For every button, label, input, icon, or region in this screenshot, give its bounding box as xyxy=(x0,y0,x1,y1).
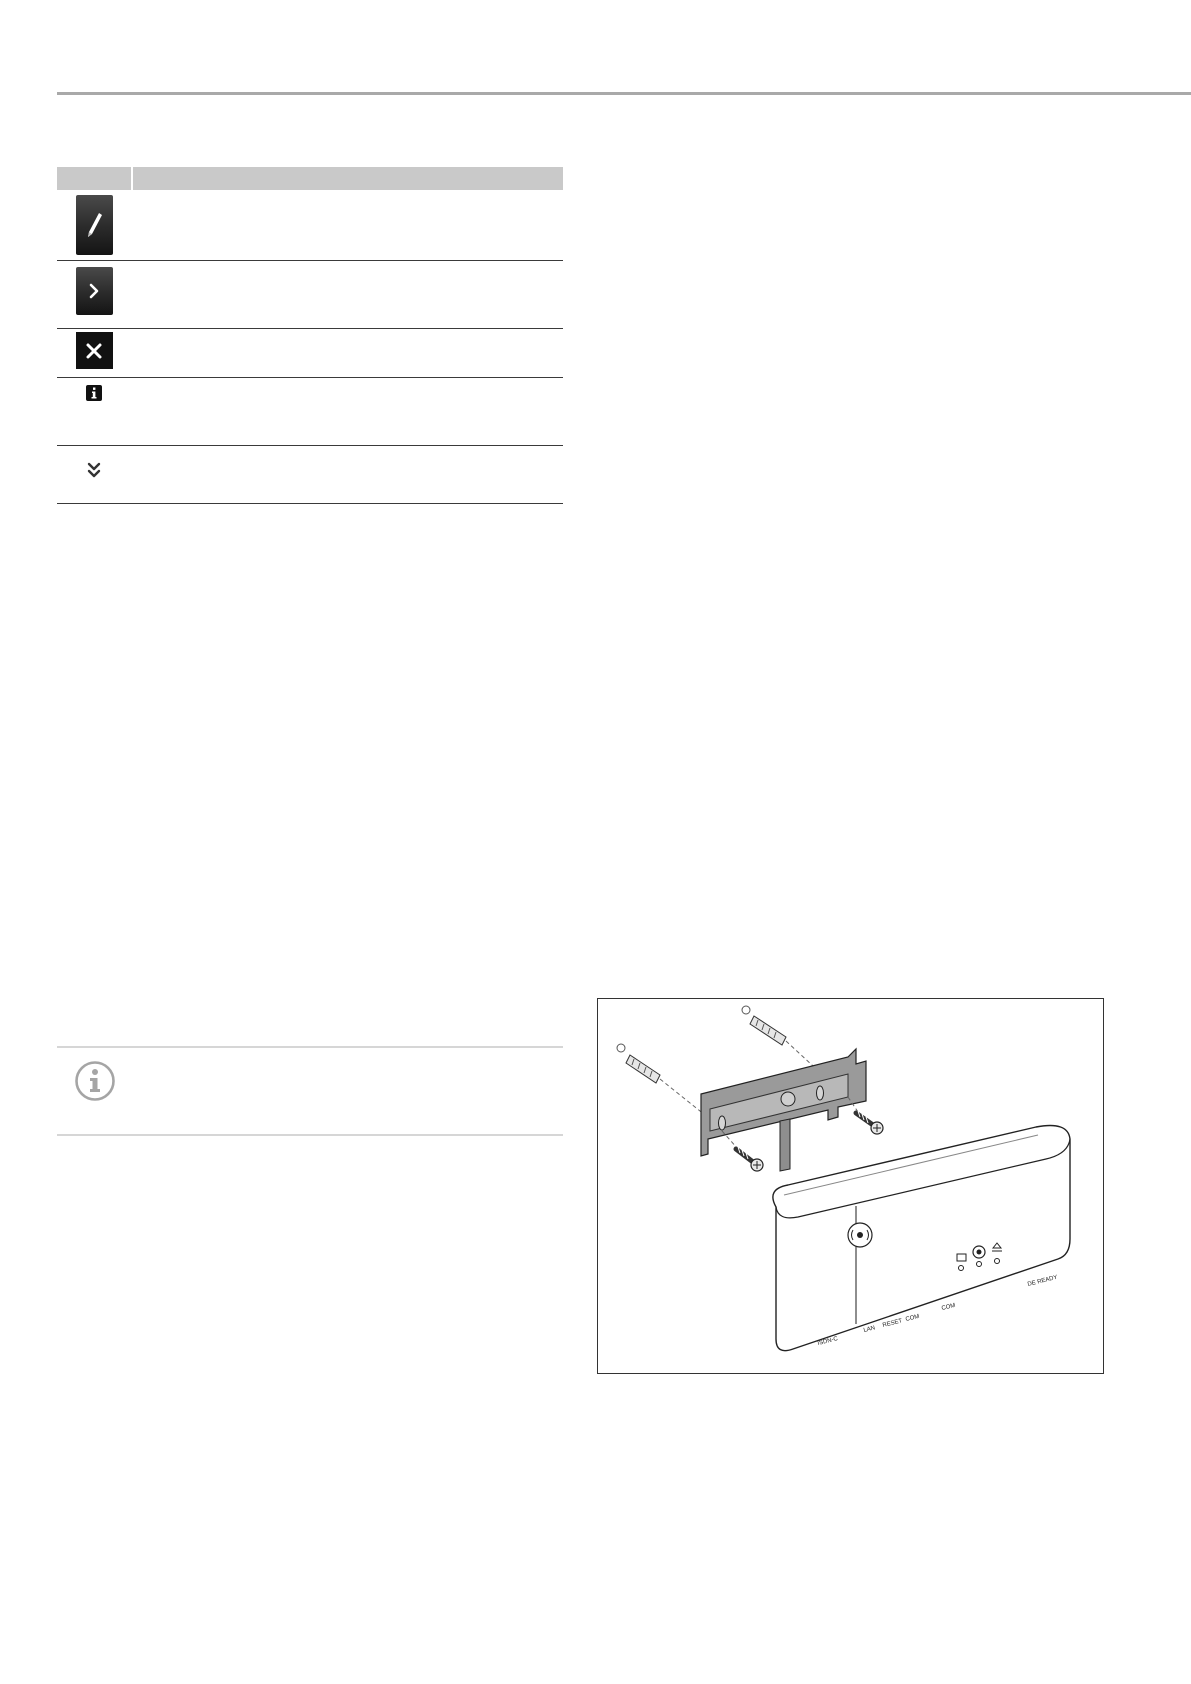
chevron-right-icon xyxy=(76,267,113,315)
wall-plug xyxy=(617,1044,710,1119)
top-rule xyxy=(57,92,1191,95)
port-label: COM xyxy=(905,1313,921,1323)
table-row xyxy=(57,378,563,446)
info-note xyxy=(57,1046,563,1136)
table-header xyxy=(57,167,563,190)
port-label: COM xyxy=(941,1302,957,1312)
port-label: ISDN-C xyxy=(817,1336,839,1347)
table-row xyxy=(57,329,563,378)
info-square-icon xyxy=(86,385,102,401)
mounting-bracket xyxy=(701,1049,866,1171)
header-description-column xyxy=(133,167,563,190)
close-x-icon xyxy=(76,332,113,369)
pencil-edit-icon xyxy=(76,195,113,255)
table-row xyxy=(57,261,563,329)
header-icon-column xyxy=(57,167,131,190)
icon-legend-table xyxy=(57,167,563,504)
router-device xyxy=(773,1126,1070,1351)
port-label: LAN xyxy=(863,1325,876,1334)
row-description xyxy=(131,190,563,196)
row-description xyxy=(131,378,563,384)
row-description xyxy=(131,261,563,267)
screw xyxy=(856,1111,883,1134)
row-description xyxy=(131,446,563,452)
port-label: RESET xyxy=(882,1318,903,1329)
port-label: DE READY xyxy=(1027,1274,1059,1288)
table-row xyxy=(57,446,563,504)
row-description xyxy=(131,329,563,335)
double-chevron-down-icon xyxy=(87,462,101,485)
table-row xyxy=(57,190,563,261)
screw xyxy=(736,1147,763,1171)
wall-mount-illustration xyxy=(597,998,1104,1374)
info-circle-icon xyxy=(74,1060,116,1107)
